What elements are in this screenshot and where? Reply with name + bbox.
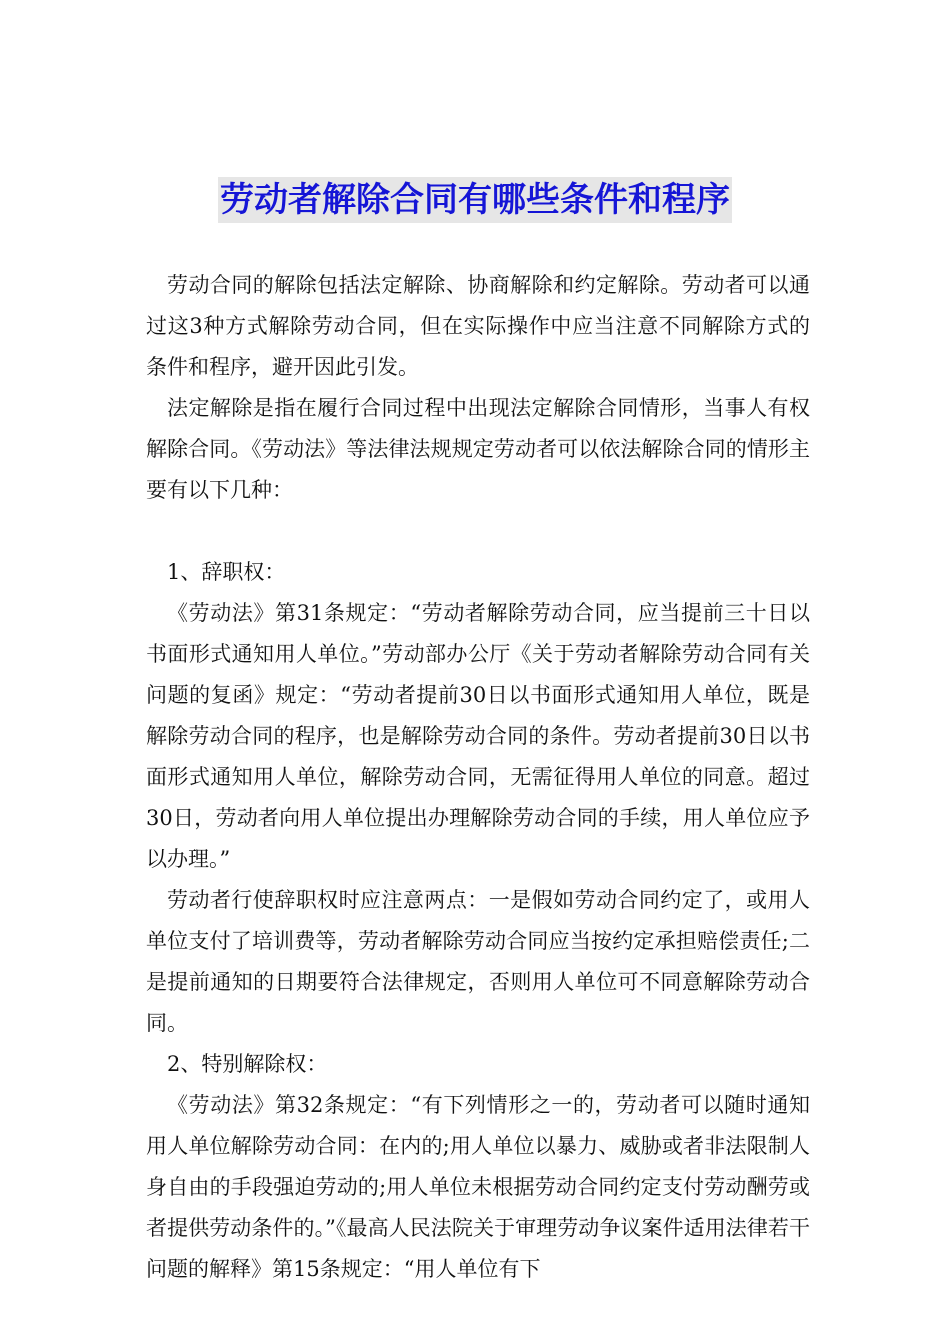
blank-line bbox=[146, 511, 810, 552]
section-heading-special-termination: 2、特别解除权： bbox=[167, 1052, 328, 1076]
paragraph-article-31: 《劳动法》第31条规定：“劳动者解除劳动合同，应当提前三十日以书面形式通知用人单位。”劳动部办公厅《关于劳动者解除劳动合同有关问题的复函》规定：“劳动者提前30日以书面形式通知用人单位，既是解除劳动合同的程序，也是解除劳动合同的条件。劳动者提前30日以书面形式通知用人单位，解除劳动合同，无需征得用人单位的同意。超过30日，劳动者向用人单位提出办理解除劳动合同的手续，用人单位应予以办理。” bbox=[146, 601, 810, 871]
section-heading-resignation: 1、辞职权： bbox=[167, 560, 286, 584]
title-container bbox=[0, 177, 950, 223]
paragraph-article-32: 《劳动法》第32条规定：“有下列情形之一的，劳动者可以随时通知用人单位解除劳动合同：在内的;用人单位以暴力、威胁或者非法限制人身自由的手段强迫劳动的;用人单位未根据劳动合同约定支付劳动酬劳或者提供劳动条件的。”《最高人民法院关于审理劳动争议案件适用法律若干问题的解释》第15条规定：“用人单位有下 bbox=[146, 1093, 810, 1281]
document-body bbox=[146, 265, 810, 1290]
paragraph-intro: 劳动合同的解除包括法定解除、协商解除和约定解除。劳动者可以通过这3种方式解除劳动合同，但在实际操作中应当注意不同解除方式的条件和程序，避开因此引发。 bbox=[146, 273, 810, 379]
paragraph-legal-termination: 法定解除是指在履行合同过程中出现法定解除合同情形，当事人有权解除合同。《劳动法》等法律法规规定劳动者可以依法解除合同的情形主要有以下几种： bbox=[146, 396, 810, 502]
document-title: 劳动者解除合同有哪些条件和程序 bbox=[218, 177, 732, 223]
paragraph-resignation-notes: 劳动者行使辞职权时应注意两点：一是假如劳动合同约定了，或用人单位支付了培训费等，劳动者解除劳动合同应当按约定承担赔偿责任;二是提前通知的日期要符合法律规定，否则用人单位可不同意解除劳动合同。 bbox=[146, 888, 810, 1035]
